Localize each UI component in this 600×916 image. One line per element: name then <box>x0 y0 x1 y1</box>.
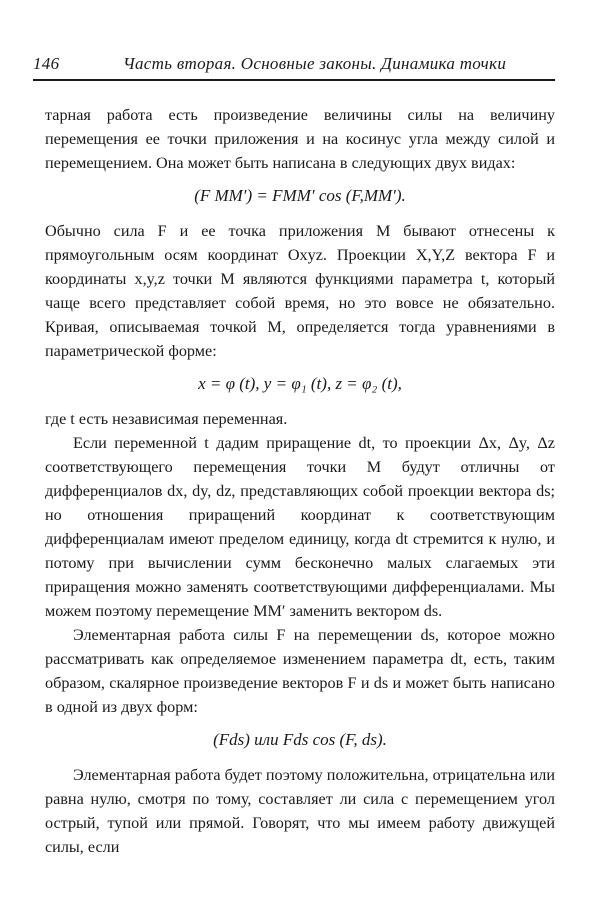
paragraph-1: тарная работа есть произведение величины силы на величину перемещения ее точки приложения и на косинус угла между силой и перемещением. Она может быть написана в следующих двух видах: <box>45 106 555 172</box>
formula-parametric: x = φ (t), y = φ₁ (t), z = φ₂ (t), <box>198 374 402 393</box>
header-rule <box>33 79 555 81</box>
formula-scalar-product: (Fds) или Fds cos (F, ds). <box>213 730 387 749</box>
running-title: Часть вторая. Основные законы. Динамика точки <box>123 54 507 73</box>
paragraph-3: где t есть независимая переменная. <box>45 410 288 428</box>
paragraph-5: Элементарная работа силы F на перемещении ds, которое можно рассматривать как определяемое изменением параметра dt, есть, таким образом, скалярное произведение векторов F и ds и может быть написано в одной из двух форм: <box>45 626 555 716</box>
page-number: 146 <box>33 54 60 73</box>
paragraph-4: Если переменной t дадим приращение dt, то проекции Δx, Δy, Δz соответствующего перемещения точки M будут отличны от дифференциалов dx, dy, dz, представляющих собой проекции вектора ds; но отношения приращений координат к соответствующим дифференциалам имеют пределом единицу, когда dt стремится к нулю, и потому при вычислении сумм бесконечно малых слагаемых эти приращения можно заменять соответствующими дифференциалами. Мы можем поэтому перемещение MM′ заменить вектором ds. <box>45 434 555 620</box>
page-body <box>45 103 555 859</box>
paragraph-2: Обычно сила F и ее точка приложения M бывают отнесены к прямоугольным осям координат Oxyz. Проекции X,Y,Z вектора F и координаты x,y,z точки M являются функциями параметра t, который чаще всего представляет собой время, но это вовсе не обязательно. Кривая, описываемая точкой M, определяется тогда уравнениями в параметрической форме: <box>45 222 555 360</box>
paragraph-6: Элементарная работа будет поэтому положительна, отрицательна или равна нулю, смотря по тому, составляет ли сила с перемещением угол острый, тупой или прямой. Говорят, что мы имеем работу движущей силы, если <box>45 766 555 856</box>
formula-work-vector: (F MM′) = FMM′ cos (F,MM′). <box>194 186 406 205</box>
